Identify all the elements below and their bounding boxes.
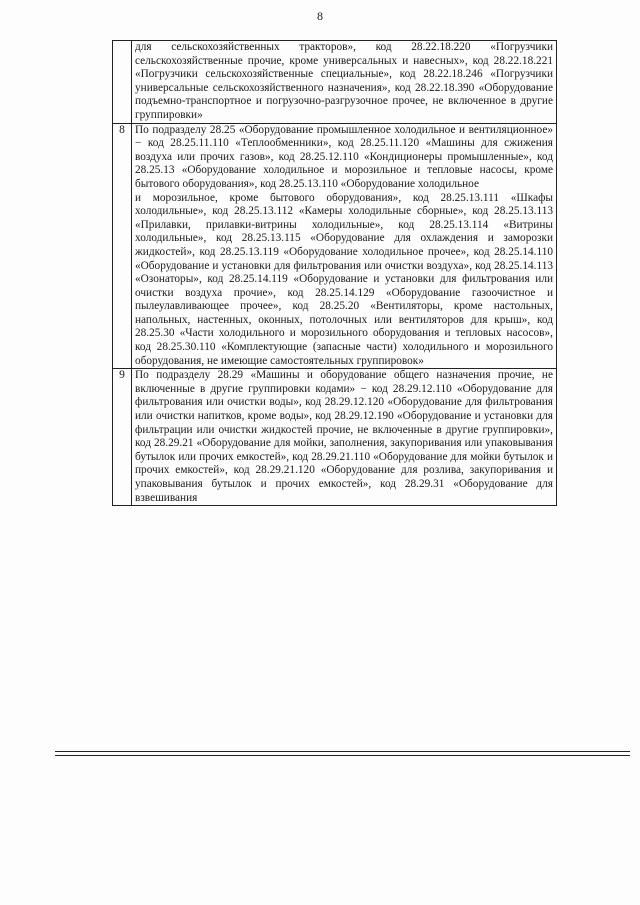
separator-line xyxy=(55,755,630,756)
page-number: 8 xyxy=(317,9,323,23)
row-paragraph: для сельскохозяйственных тракторов», код 28.22.18.220 «Погрузчики сельскохозяйственные прочие, кроме универсальных и навесных», код 28.22.18.221 «Погрузчики сельскохозяйственные специальные», код 28.22.18.246 «Погрузчики универсальные сельскохозяйственного назначения», код 28.22.18.390 «Оборудование подъемно-транспортное и погрузочно-разгрузочное прочее, не включенное в другие группировки» xyxy=(135,41,553,121)
row-number: 9 xyxy=(113,369,132,506)
row-text xyxy=(132,123,557,369)
row-text xyxy=(132,369,557,506)
row-number: 8 xyxy=(113,123,132,369)
row-paragraph: По подразделу 28.25 «Оборудование промышленное холодильное и вентиляционное» − код 28.25.11.110 «Теплообменники», код 28.25.11.120 «Машины для сжижения воздуха или прочих газов», код 28.25.12.110 «Кондиционеры промышленные», код 28.25.13 «Оборудование холодильное и морозильное и тепловые насосы, кроме бытового оборудования», код 28.25.13.110 «Оборудование холодильное xyxy=(135,123,553,190)
classification-table xyxy=(112,40,557,506)
row-text xyxy=(132,41,557,124)
table-row xyxy=(113,41,557,124)
row-paragraph: и морозильное, кроме бытового оборудования», код 28.25.13.111 «Шкафы холодильные», код 28.25.13.112 «Камеры холодильные сборные», код 28.25.13.113 «Прилавки, прилавки-витрины холодильные», код 28.25.13.114 «Витрины холодильные», код 28.25.13.115 «Оборудование для охлаждения и заморозки жидкостей», код 28.25.13.119 «Оборудование холодильное прочее», код 28.25.14.110 «Оборудование и установки для фильтрования или очистки воздуха», код 28.25.14.113 «Озонаторы», код 28.25.14.119 «Оборудование и установки для фильтрования или очистки воздуха прочие», код 28.25.14.129 «Оборудование газоочистное и пылеулавливающее прочее», код 28.25.20 «Вентиляторы, кроме настольных, напольных, настенных, оконных, потолочных или вентиляторов для крыш», код 28.25.30 «Части холодильного и морозильного оборудования и тепловых насосов», код 28.25.30.110 «Комплектующие (запасные части) холодильного и морозильного оборудования, не имеющие самостоятельных группировок» xyxy=(135,191,553,367)
row-paragraph: По подразделу 28.29 «Машины и оборудование общего назначения прочие, не включенные в другие группировки кодами» − код 28.29.12.110 «Оборудование для фильтрования или очистки воды», код 28.29.12.120 «Оборудование для фильтрования или очистки напитков, кроме воды», код 28.29.12.190 «Оборудование и установки для фильтрации или очистки жидкостей прочие, не включенные в другие группировки», код 28.29.21 «Оборудование для мойки, заполнения, закупоривания или упаковывания бутылок или прочих емкостей», код 28.29.21.110 «Оборудование для мойки бутылок и прочих емкостей», код 28.29.21.120 «Оборудование для розлива, закупоривания и упаковывания бутылок и прочих емкостей», код 28.29.31 «Оборудование для взвешивания xyxy=(135,369,553,504)
table-row xyxy=(113,369,557,506)
separator-line xyxy=(55,751,630,752)
row-number xyxy=(113,41,132,124)
table-row xyxy=(113,123,557,369)
